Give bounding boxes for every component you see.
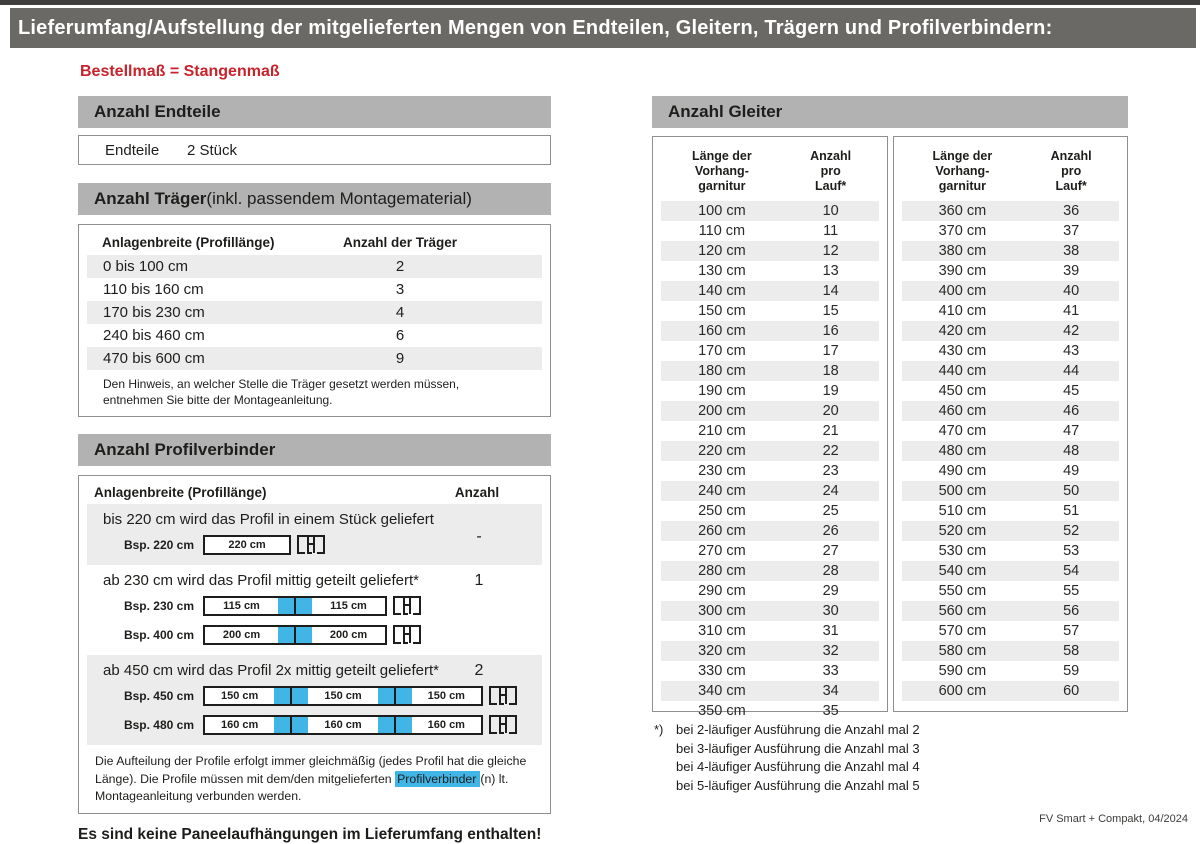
gleiter-count-cell: 45: [1063, 383, 1080, 400]
table-row: [902, 401, 1120, 421]
gleiter-length-cell: 210 cm: [698, 423, 746, 440]
traeger-col-header-count: Anzahl der Träger: [342, 235, 458, 250]
header-line: Länge der: [932, 149, 993, 163]
gleiter-length-cell: 480 cm: [938, 443, 987, 460]
traeger-range-cell: 170 bis 230 cm: [103, 304, 205, 321]
profile-bar: [203, 715, 483, 735]
profile-bar: [203, 625, 387, 645]
gleiter-length-cell: 120 cm: [698, 243, 746, 260]
gleiter-length-cell: 580 cm: [938, 643, 987, 660]
left-column: [78, 96, 551, 844]
footnote-marker: [652, 758, 676, 777]
gleiter-length-cell: 330 cm: [698, 663, 746, 680]
traeger-rows: [87, 255, 542, 370]
endteile-value: 2 Stück: [187, 141, 238, 159]
footnote-marker: *): [654, 722, 664, 737]
pv-note-text: Die Aufteilung der Profile erfolgt immer gleichmäßig (jedes Profil hat die gleiche Länge). Die Profile müssen mit dem/den mitgelieferten: [95, 754, 527, 786]
pv-case: [87, 504, 542, 565]
gleiter-footnotes: [652, 721, 1128, 796]
content-columns: [78, 96, 1128, 844]
gleiter-count-cell: 31: [822, 623, 839, 640]
table-row: [661, 401, 879, 421]
traeger-column-headers: [79, 230, 550, 255]
gleiter-rows: [902, 201, 1120, 701]
table-row: [661, 501, 879, 521]
gleiter-tables: [652, 136, 1128, 720]
pv-example-label: Bsp. 220 cm: [123, 538, 194, 553]
table-row: [661, 621, 879, 641]
table-row: [661, 461, 879, 481]
traeger-range-cell: 110 bis 160 cm: [103, 281, 204, 298]
section-header-profilverbinder: [78, 434, 551, 466]
gleiter-length-cell: 170 cm: [698, 343, 746, 360]
gleiter-length-cell: 240 cm: [698, 483, 746, 500]
table-row: [902, 641, 1120, 661]
table-row: [902, 481, 1120, 501]
profile-segment-label: 220 cm: [228, 539, 266, 552]
table-row: [661, 241, 879, 261]
gleiter-length-cell: 180 cm: [698, 363, 746, 380]
table-row: [902, 501, 1120, 521]
header-line: Lauf*: [1055, 178, 1087, 193]
gleiter-length-cell: 590 cm: [938, 663, 987, 680]
table-row: [661, 521, 879, 541]
table-row: [661, 441, 879, 461]
profile-segment-label: 115 cm: [223, 600, 260, 613]
profile-connector: [378, 717, 412, 733]
profile-segment-label: 150 cm: [427, 690, 465, 703]
profile-segment-label: 160 cm: [427, 719, 465, 732]
traeger-range-cell: 0 bis 100 cm: [103, 258, 189, 275]
gleiter-count-cell: 27: [822, 543, 839, 560]
gleiter-count-cell: 24: [822, 483, 839, 500]
pv-example-label: Bsp. 480 cm: [123, 718, 194, 733]
section-title: Anzahl Endteile: [94, 102, 221, 121]
table-row: [661, 581, 879, 601]
traeger-range-cell: 240 bis 460 cm: [103, 327, 205, 344]
table-row: [902, 381, 1120, 401]
table-row: [902, 441, 1120, 461]
gleiter-length-cell: 350 cm: [698, 703, 746, 720]
pv-example-row: [87, 684, 542, 708]
gleiter-count-cell: 11: [823, 223, 839, 240]
table-row: [87, 324, 542, 347]
gleiter-count-cell: 10: [822, 203, 839, 220]
footnote-line: [652, 777, 1128, 796]
table-row: [902, 201, 1120, 221]
gleiter-length-cell: 510 cm: [938, 503, 987, 520]
gleiter-length-cell: 340 cm: [698, 683, 746, 700]
footnote-text: bei 4-läufiger Ausführung die Anzahl mal 4: [676, 759, 920, 775]
traeger-count-cell: 6: [395, 327, 405, 344]
footnote-line: [652, 740, 1128, 759]
gleiter-length-cell: 160 cm: [698, 323, 746, 340]
pv-case: [87, 565, 542, 655]
gleiter-count-cell: 55: [1063, 583, 1080, 600]
footnote-marker: [652, 740, 676, 759]
pv-example-row: [87, 623, 542, 647]
pv-example-label: Bsp. 230 cm: [123, 599, 194, 614]
traeger-count-cell: 4: [395, 304, 405, 321]
footer-version: FV Smart + Compakt, 04/2024: [1039, 813, 1188, 825]
gleiter-count-cell: 20: [822, 403, 839, 420]
section-header-gleiter: [652, 96, 1128, 128]
gleiter-length-cell: 230 cm: [698, 463, 746, 480]
gleiter-length-cell: 300 cm: [698, 603, 746, 620]
gleiter-length-cell: 520 cm: [938, 523, 987, 540]
gleiter-count-cell: 36: [1063, 203, 1080, 220]
gleiter-length-cell: 490 cm: [938, 463, 987, 480]
pv-example-row: [87, 713, 542, 737]
gleiter-count-cell: 42: [1063, 323, 1080, 340]
table-row: [902, 341, 1120, 361]
header-line: Lauf*: [815, 178, 847, 193]
pv-example-label: Bsp. 450 cm: [123, 689, 194, 704]
header-line: Vorhang-: [694, 163, 749, 178]
gleiter-count-cell: 60: [1063, 683, 1080, 700]
gleiter-length-cell: 270 cm: [698, 543, 746, 560]
gleiter-count-cell: 17: [822, 343, 839, 360]
table-row: [661, 321, 879, 341]
gleiter-count-cell: 50: [1063, 483, 1080, 500]
profile-segment-label: 200 cm: [222, 629, 261, 642]
profile-bar: [203, 686, 483, 706]
footnote-text: bei 2-läufiger Ausführung die Anzahl mal 2: [676, 722, 920, 737]
table-row: [87, 255, 542, 278]
gleiter-col-header-count: [1023, 149, 1119, 193]
table-row: [661, 361, 879, 381]
gleiter-length-cell: 460 cm: [938, 403, 987, 420]
gleiter-count-cell: 13: [822, 263, 839, 280]
gleiter-count-cell: 51: [1063, 503, 1080, 520]
header-line: garnitur: [938, 178, 987, 193]
gleiter-length-cell: 420 cm: [938, 323, 987, 340]
gleiter-count-cell: 54: [1063, 563, 1080, 580]
gleiter-count-cell: 23: [822, 463, 839, 480]
table-row: [661, 661, 879, 681]
gleiter-length-cell: 400 cm: [938, 283, 987, 300]
gleiter-length-cell: 410 cm: [938, 303, 987, 320]
pv-note: [95, 753, 544, 805]
table-row: [902, 681, 1120, 701]
gleiter-length-cell: 200 cm: [698, 403, 746, 420]
gleiter-count-cell: 29: [822, 583, 839, 600]
gleiter-table-left: [652, 136, 888, 720]
gleiter-count-cell: 41: [1063, 303, 1080, 320]
profile-cross-section-icon: [488, 713, 518, 737]
pv-example-label: Bsp. 400 cm: [123, 628, 194, 643]
table-row: [661, 641, 879, 661]
page-edge-strip: [0, 0, 1200, 5]
no-panel-warning: Es sind keine Paneelaufhängungen im Lieferumfang enthalten!: [78, 825, 542, 843]
profile-segment-label: 200 cm: [329, 629, 368, 642]
profile-segment-label: 150 cm: [221, 690, 259, 703]
gleiter-length-cell: 600 cm: [938, 683, 987, 700]
footnote-text: bei 3-läufiger Ausführung die Anzahl mal 3: [676, 740, 920, 756]
section-header-endteile: [78, 96, 551, 128]
profile-segment-label: 115 cm: [330, 600, 367, 613]
table-row: [661, 261, 879, 281]
gleiter-count-cell: 46: [1063, 403, 1080, 420]
footnote-line: [652, 758, 1128, 777]
gleiter-count-cell: 32: [822, 643, 839, 660]
gleiter-length-cell: 540 cm: [938, 563, 987, 580]
profile-cross-section-icon: [488, 684, 518, 708]
gleiter-length-cell: 280 cm: [698, 563, 746, 580]
gleiter-length-cell: 290 cm: [698, 583, 746, 600]
gleiter-count-cell: 40: [1063, 283, 1080, 300]
table-row: [902, 321, 1120, 341]
profile-bar: [203, 535, 291, 555]
gleiter-count-cell: 57: [1063, 623, 1080, 640]
section-title: Anzahl Träger: [94, 189, 207, 208]
gleiter-count-cell: 12: [822, 243, 839, 260]
gleiter-length-cell: 130 cm: [698, 263, 746, 280]
profile-segment-label: 150 cm: [324, 690, 362, 703]
gleiter-rows: [661, 201, 879, 721]
gleiter-length-cell: 500 cm: [938, 483, 987, 500]
gleiter-count-cell: 25: [822, 503, 839, 520]
gleiter-count-cell: 33: [822, 663, 839, 680]
gleiter-col-header-length: [661, 149, 783, 193]
pv-case-text: ab 450 cm wird das Profil 2x mittig geteilt geliefert*: [103, 662, 439, 680]
profilverbinder-table: [78, 475, 551, 814]
gleiter-count-cell: 21: [822, 423, 839, 440]
gleiter-length-cell: 360 cm: [938, 203, 987, 220]
traeger-range-cell: 470 bis 600 cm: [103, 350, 205, 367]
table-row: [661, 341, 879, 361]
table-row: [902, 421, 1120, 441]
gleiter-count-cell: 52: [1063, 523, 1080, 540]
gleiter-length-cell: 560 cm: [938, 603, 987, 620]
gleiter-column-headers: [902, 149, 1120, 193]
profile-connector: [274, 688, 308, 704]
header-line: Länge der: [692, 149, 752, 163]
gleiter-length-cell: 570 cm: [938, 623, 987, 640]
gleiter-length-cell: 190 cm: [698, 383, 746, 400]
table-row: [87, 278, 542, 301]
profile-connector: [278, 598, 312, 614]
table-row: [661, 561, 879, 581]
footnote-line: [652, 721, 1128, 740]
table-row: [902, 661, 1120, 681]
gleiter-count-cell: 53: [1063, 543, 1080, 560]
table-row: [902, 561, 1120, 581]
table-row: [661, 201, 879, 221]
header-line: pro: [820, 163, 841, 178]
gleiter-count-cell: 59: [1063, 663, 1080, 680]
profile-bar: [203, 596, 387, 616]
section-title: Anzahl Gleiter: [668, 102, 783, 121]
gleiter-length-cell: 380 cm: [938, 243, 987, 260]
gleiter-length-cell: 100 cm: [698, 203, 746, 220]
table-row: [661, 481, 879, 501]
gleiter-length-cell: 140 cm: [698, 283, 746, 300]
section-header-traeger: [78, 183, 551, 215]
traeger-count-cell: 2: [395, 258, 405, 275]
gleiter-count-cell: 18: [822, 363, 839, 380]
table-row: [661, 381, 879, 401]
gleiter-length-cell: 430 cm: [938, 343, 987, 360]
table-row: [902, 301, 1120, 321]
profile-connector: [278, 627, 312, 643]
gleiter-count-cell: 14: [822, 283, 839, 300]
pv-case-count: 2: [474, 662, 484, 680]
header-line: Anzahl: [1050, 149, 1092, 163]
table-row: [87, 347, 542, 370]
gleiter-length-cell: 550 cm: [938, 583, 987, 600]
gleiter-length-cell: 470 cm: [938, 423, 987, 440]
table-row: [661, 421, 879, 441]
gleiter-count-cell: 26: [822, 523, 839, 540]
profile-cross-section-icon: [392, 594, 422, 618]
pv-col-header-width: Anlagenbreite (Profillänge): [94, 485, 267, 501]
table-row: [661, 541, 879, 561]
traeger-count-cell: 9: [395, 350, 405, 367]
gleiter-length-cell: 250 cm: [698, 503, 746, 520]
table-row: [661, 281, 879, 301]
right-column: [652, 96, 1128, 844]
gleiter-count-cell: 16: [822, 323, 839, 340]
gleiter-count-cell: 56: [1063, 603, 1080, 620]
table-row: [902, 461, 1120, 481]
table-row: [661, 701, 879, 721]
section-subtitle: (inkl. passendem Montagematerial): [206, 189, 472, 208]
traeger-table: [78, 224, 551, 417]
table-row: [902, 361, 1120, 381]
gleiter-column-headers: [661, 149, 879, 193]
table-row: [902, 581, 1120, 601]
gleiter-length-cell: 310 cm: [698, 623, 746, 640]
gleiter-length-cell: 390 cm: [938, 263, 987, 280]
gleiter-count-cell: 30: [822, 603, 839, 620]
section-title: Anzahl Profilverbinder: [94, 440, 276, 460]
gleiter-count-cell: 44: [1063, 363, 1080, 380]
page-title-bar: [10, 8, 1196, 48]
pv-case: [87, 655, 542, 745]
table-row: [661, 681, 879, 701]
gleiter-count-cell: 28: [822, 563, 839, 580]
table-row: [87, 301, 542, 324]
gleiter-length-cell: 450 cm: [938, 383, 987, 400]
pv-cases: [87, 504, 542, 745]
profile-connector: [378, 688, 412, 704]
page-title: Lieferumfang/Aufstellung der mitgelieferten Mengen von Endteilen, Gleitern, Trägern und Profilverbindern:: [18, 16, 1053, 39]
gleiter-length-cell: 440 cm: [938, 363, 987, 380]
header-line: Anzahl: [810, 149, 852, 163]
header-line: pro: [1061, 163, 1082, 178]
pv-note-highlight: Profilverbinder: [395, 771, 480, 787]
gleiter-count-cell: 39: [1063, 263, 1080, 280]
gleiter-length-cell: 110 cm: [698, 223, 746, 240]
gleiter-count-cell: 35: [822, 703, 839, 720]
gleiter-count-cell: 58: [1063, 643, 1080, 660]
table-row: [902, 521, 1120, 541]
gleiter-count-cell: 38: [1063, 243, 1080, 260]
gleiter-length-cell: 220 cm: [698, 443, 746, 460]
gleiter-length-cell: 320 cm: [698, 643, 746, 660]
pv-case-count: 1: [474, 572, 484, 590]
pv-col-header-count: Anzahl: [454, 485, 500, 501]
table-row: [902, 601, 1120, 621]
header-line: garnitur: [698, 178, 746, 193]
gleiter-col-header-count: [783, 149, 879, 193]
gleiter-count-cell: 48: [1063, 443, 1080, 460]
table-row: [661, 601, 879, 621]
profile-connector: [274, 717, 308, 733]
gleiter-count-cell: 47: [1063, 423, 1080, 440]
profile-segment-label: 160 cm: [324, 719, 362, 732]
pv-case-count: -: [476, 528, 482, 546]
table-row: [902, 281, 1120, 301]
pv-note-text: (n) lt. Montageanleitung verbunden werden.: [95, 771, 509, 803]
profile-segment-label: 160 cm: [221, 719, 259, 732]
pv-example-row: [87, 594, 542, 618]
table-row: [661, 221, 879, 241]
table-row: [902, 541, 1120, 561]
footnote-text: bei 5-läufiger Ausführung die Anzahl mal 5: [676, 778, 920, 794]
gleiter-length-cell: 260 cm: [698, 523, 746, 540]
gleiter-length-cell: 530 cm: [938, 543, 987, 560]
gleiter-col-header-length: [902, 149, 1024, 193]
gleiter-count-cell: 43: [1063, 343, 1080, 360]
gleiter-count-cell: 15: [822, 303, 839, 320]
header-line: Vorhang-: [935, 163, 990, 178]
gleiter-length-cell: 150 cm: [698, 303, 746, 320]
endteile-table: [78, 135, 551, 165]
table-row: [661, 301, 879, 321]
pv-case-text: ab 230 cm wird das Profil mittig geteilt geliefert*: [103, 572, 419, 590]
table-row: [902, 241, 1120, 261]
gleiter-count-cell: 37: [1063, 223, 1080, 240]
gleiter-count-cell: 49: [1063, 463, 1080, 480]
footnote-marker: [652, 777, 676, 796]
traeger-col-header-width: Anlagenbreite (Profillänge): [102, 235, 275, 250]
traeger-count-cell: 3: [395, 281, 405, 298]
profile-cross-section-icon: [296, 533, 326, 557]
gleiter-length-cell: 370 cm: [938, 223, 987, 240]
gleiter-table-right: [893, 136, 1129, 712]
profile-cross-section-icon: [392, 623, 422, 647]
gleiter-count-cell: 34: [822, 683, 839, 700]
table-row: [902, 221, 1120, 241]
pv-case-text: bis 220 cm wird das Profil in einem Stück geliefert: [103, 511, 434, 529]
order-measure-note: Bestellmaß = Stangenmaß: [80, 63, 280, 80]
traeger-note: Den Hinweis, an welcher Stelle die Träger gesetzt werden müssen, entnehmen Sie bitte der Montageanleitung.: [103, 377, 460, 408]
pv-column-headers: [79, 481, 550, 504]
endteile-label: Endteile: [105, 141, 160, 159]
table-row: [902, 261, 1120, 281]
table-row: [902, 621, 1120, 641]
gleiter-count-cell: 19: [822, 383, 839, 400]
gleiter-count-cell: 22: [822, 443, 839, 460]
